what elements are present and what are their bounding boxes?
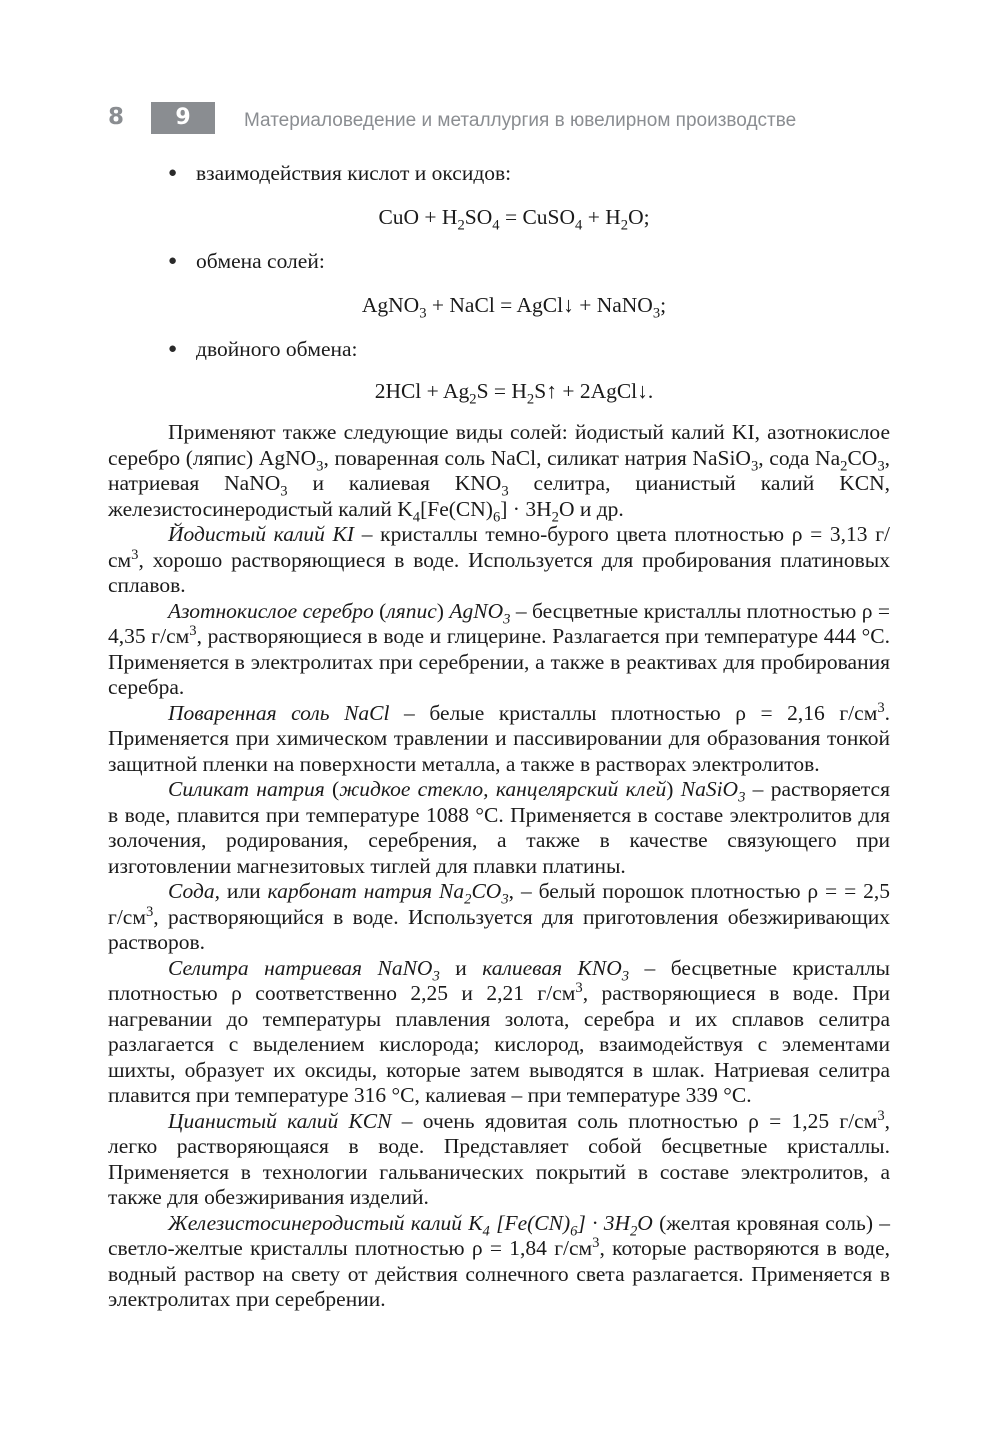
formula-acid-oxide: CuO + $H_2SO_4$ = CuSO$_4$ + $H_2O$; bbox=[378, 205, 650, 234]
list-item-label: обмена солей: bbox=[196, 249, 325, 273]
paragraph-saltpeter: Селитра натриевая NaNO$_3$ и калиевая $KNO_3$ – бесцветные кристаллы плотностью ρ соответственно 2,25 и 2,21 $г/см^3$, растворяющиеся в воде. При нагревании до температуры плавления золота, серебра и их сплавов селитра разлагается с выделением кислорода; кислород, взаимодействуя с элементами шихты, образует их оксиды, которые затем выводятся в шлак. Натриевая селитра плавится при температуре 316 °С, калиевая – при температуре 339 °С. bbox=[108, 955, 890, 1107]
paragraph-sodium-chloride: Поваренная соль NaCl – белые кристаллы плотностью ρ = 2,16 $г/см^3$. Применяется при химическом травлении и пассивировании для образования тонкой защитной пленки на поверхности металла, а также в растворах электролитов. bbox=[108, 699, 890, 776]
paragraph-silver-nitrate: Азотнокислое серебро (ляпис) AgNO$_3$ – бесцветные кристаллы плотностью ρ = 4,35 $г/см^3$, растворяющиеся в воде и глицерине. Разлагается при температуре 444 °С. Применяется в электролитах при серебрении, а также в реактивах для пробирования серебра. bbox=[108, 598, 890, 699]
bullet-icon: ● bbox=[168, 253, 178, 269]
formula-double-exchange: $2HCl + Ag_2S$ = $H_2S↑$ + 2AgCl↓. bbox=[374, 379, 654, 408]
paragraph-sodium-silicate: Силикат натрия (жидкое стекло, канцелярский клей) NaSiO$_3$ – растворяется в воде, плавится при температуре 1088 °С. Применяется в составе электролитов для золочения, родирования, серебрения, а также в качестве связующего при изготовлении магнезитовых тиглей для плавки платины. bbox=[108, 777, 890, 878]
list-item bbox=[108, 156, 890, 190]
paragraph-potassium-ferrocyanide: Железистосинеродистый калий $K_4$ $[Fe(CN)_6] \cdot 3H_2O$ (желтая кровяная соль) – светло-желтые кристаллы плотностью ρ = 1,84 $г/см^3$, которые растворяются в воде, водный раствор на свету от действия солнечного света разлагается. Применяется в электролитах при серебрении. bbox=[108, 1210, 891, 1311]
list-item bbox=[108, 244, 890, 278]
paragraph-soda: Сода, или карбонат натрия $Na_2CO_3$, – белый порошок плотностью ρ = = 2,5 $г/см^3$, растворяющийся в воде. Используется для приготовления обезжиривающих растворов. bbox=[108, 879, 891, 954]
bullet-icon: ● bbox=[168, 165, 178, 181]
running-header-title: Материаловедение и металлургия в ювелирном производстве bbox=[244, 110, 797, 131]
body-text bbox=[108, 156, 890, 1313]
chapter-number-badge: 9 bbox=[151, 102, 215, 134]
paragraph-potassium-iodide: Йодистый калий KI – кристаллы темно-бурого цвета плотностью ρ = 3,13 $г/см^3$, хорошо растворяющиеся в воде. Используется для пробирования платиновых сплавов. bbox=[108, 522, 891, 597]
list-item-label: взаимодействия кислот и оксидов: bbox=[196, 161, 512, 185]
bullet-icon: ● bbox=[168, 341, 178, 357]
page-number: 8 bbox=[108, 104, 125, 130]
list-item-label: двойного обмена: bbox=[196, 337, 358, 361]
list-item bbox=[108, 332, 890, 366]
paragraph-potassium-cyanide: Цианистый калий KCN – очень ядовитая соль плотностью ρ = 1,25 $г/см^3$, легко растворяющаяся в воде. Представляет собой бесцветные кристаллы. Применяется в технологии гальванических покрытий в составе электролитов, а также для обезжиривания изделий. bbox=[108, 1107, 891, 1209]
paragraph-salts-intro: Применяют также следующие виды солей: йодистый калий KI, азотнокислое серебро (ляпис) AgNO$_3$, поваренная соль NaCl, силикат натрия NaSiO$_3$, сода $Na_2CO_3$, натриевая NaNO$_3$ и калиевая $KNO_3$ селитра, цианистый калий KCN, железистосинеродистый калий $K_4[Fe(CN)_6] \cdot 3H_2O$ и др. bbox=[108, 420, 890, 525]
formula-salt-exchange: AgNO$_3$ + NaCl = AgCl↓ + NaNO$_3$; bbox=[361, 293, 667, 322]
